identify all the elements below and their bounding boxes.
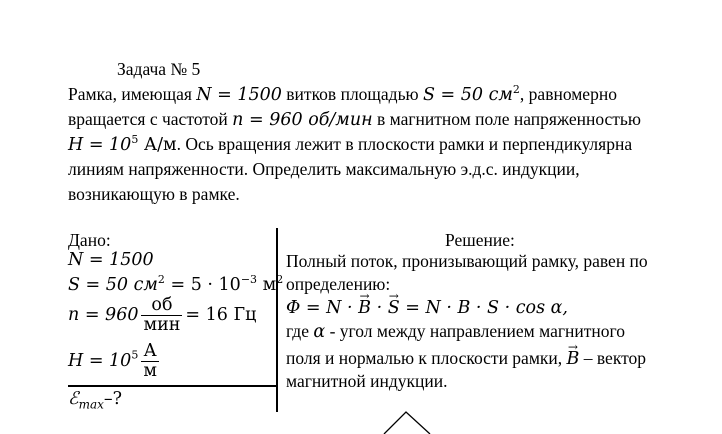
- solution-text: - угол между направлением магнитного: [325, 321, 625, 341]
- formula-dot: ·: [371, 298, 388, 318]
- frame-diagram-edge: [384, 412, 430, 434]
- task-line-5: возникающую в рамке.: [68, 184, 240, 204]
- vector-b: → B: [358, 297, 371, 319]
- task-text: в магнитном поле напряженностью: [372, 109, 641, 129]
- vector-s: → S: [388, 297, 400, 319]
- alpha-symbol: α: [313, 322, 326, 342]
- given-find: [68, 387, 122, 416]
- emf-symbol: ℰ: [68, 389, 79, 409]
- solution-line-2: определению:: [286, 274, 391, 294]
- solution-heading: Решение:: [445, 230, 515, 250]
- solution-line-5: [286, 347, 646, 370]
- task-title: Задача № 5: [117, 59, 201, 79]
- given-heading: Дано:: [68, 230, 111, 250]
- task-text: , равномерно: [519, 84, 617, 104]
- given-h-left: H = 10: [68, 351, 132, 371]
- given-h-fraction: [141, 342, 159, 381]
- given-freq: [68, 296, 256, 335]
- task-line-1: Рамка, имеющая N = 1500 витков площадью S = 50 $см^2$, равномерно: [68, 83, 617, 105]
- task-text: витков площадью: [281, 84, 423, 104]
- solution-line-1: Полный поток, пронизывающий рамку, равен по: [286, 251, 648, 271]
- task-h-unit: А/м: [138, 135, 177, 155]
- solution-text: поля и нормалью к плоскости рамки,: [286, 348, 567, 368]
- task-freq-value: n = 960 об/мин: [232, 110, 373, 130]
- given-h: [68, 342, 162, 381]
- task-text: . Ось вращения лежит в плоскости рамки и перпендикулярна: [176, 134, 633, 154]
- formula-flux: Φ = N ·: [286, 298, 359, 318]
- task-line-4: линиям напряженности. Определить максимальную э.д.с. индукции,: [68, 159, 580, 179]
- emf-subscript: max: [78, 397, 104, 412]
- task-text: Рамка, имеющая: [68, 84, 197, 104]
- given-s: S = 50 $см^2 = 5 \cdot 10^{-3}$ $м^2$: [68, 273, 284, 295]
- vector-b: → B: [567, 348, 580, 370]
- frame-diagram: [380, 408, 440, 434]
- solution-text: где: [286, 321, 314, 341]
- given-n: N = 1500: [68, 250, 154, 270]
- given-freq-left: n = 960: [68, 305, 139, 325]
- fraction-numerator: об: [141, 296, 182, 316]
- given-s-unit: м: [257, 275, 277, 295]
- given-s-exponent: −3: [240, 273, 258, 286]
- task-n-value: N = 1500: [196, 85, 282, 105]
- fraction-denominator: м: [143, 361, 157, 381]
- given-h-exponent: 5: [131, 348, 139, 362]
- given-freq-right: = 16 Гц: [185, 305, 257, 325]
- solution-text: – вектор: [579, 348, 647, 368]
- formula-rest: = N · B · S · cos α,: [399, 298, 568, 318]
- task-s-value: S = 50 см: [423, 85, 513, 105]
- task-line-3: [68, 133, 632, 156]
- fraction-numerator: А: [141, 342, 159, 362]
- table-vertical-divider: [276, 228, 278, 412]
- task-text: вращается с частотой: [68, 109, 233, 129]
- task-line-2: [68, 108, 641, 131]
- given-s-mid: = 5 · 10: [164, 275, 241, 295]
- task-h-value: H = 10: [68, 135, 132, 155]
- find-question: –?: [103, 389, 123, 409]
- solution-line-6: магнитной индукции.: [286, 371, 448, 391]
- solution-formula: [286, 296, 568, 319]
- task-h-exponent: 5: [131, 133, 139, 146]
- given-s-left: S = 50 см: [68, 275, 158, 295]
- given-freq-fraction: [141, 296, 182, 335]
- fraction-denominator: мин: [143, 315, 181, 335]
